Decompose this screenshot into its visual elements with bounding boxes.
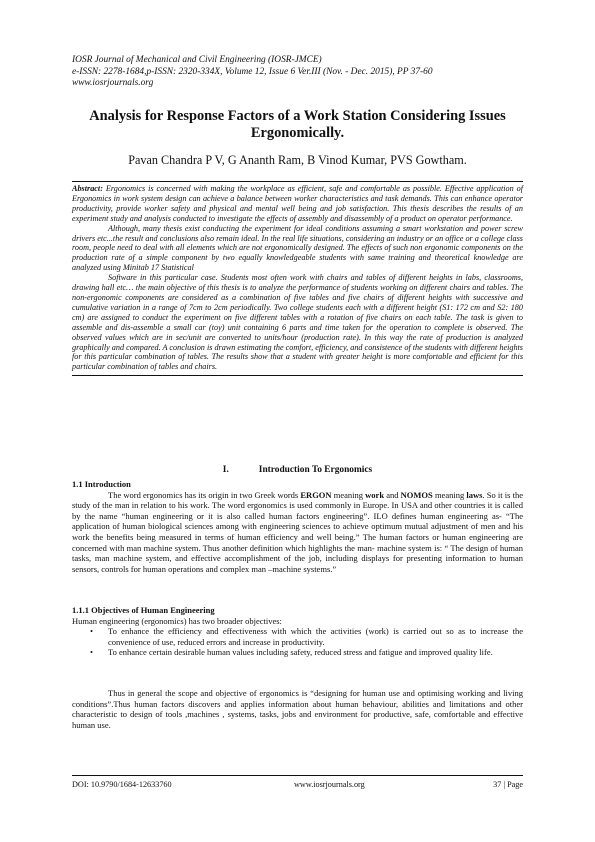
objectives-block (72, 605, 523, 658)
intro-text-d: meaning (432, 489, 467, 500)
abstract-text-1: Ergonomics is concerned with making the workplace as efficient, safe and comfortable as possible. Effective application of Ergonomics in work system design can achieve a balance between worker characteristics and task demands. This can enhance operator productivity, provide worker safety and physical and mental well being and job satisfaction. This thesis describes the results of an experiment study and analysis conducted to investigate the effects of assembly and disassembly of a product on operator performance. (72, 184, 524, 223)
intro-text-e: . So it is the study of the man in relation to his work. The word ergonomics is used commonly in Europe. In USA and other countries it is called by the name “human engineering or it is also called human factors engineering”. ILO defines human engineering as- “The application of human biological sciences among with engineering sciences to achieve optimum mutual adjustment of men and his work the benefits being measured in terms of human efficiency and well being.” The human factors or human engineering are concerned with man machine system. Thus another definition which highlights the man- machine system is: “ The design of human tasks, man machine system, and effective accomplishment of the job, including displays for presenting information to human sensors, controls for human operations and complex man –machine systems.” (72, 489, 523, 574)
term-ergon: ERGON (300, 489, 332, 500)
abstract-label: Abstract: (72, 184, 103, 193)
objectives-intro: Human engineering (ergonomics) has two broader objectives: (72, 615, 282, 626)
footer-website: www.iosrjournals.org (294, 780, 365, 789)
term-work: work (365, 489, 385, 500)
objective-item (72, 626, 523, 647)
page-footer (72, 775, 523, 789)
intro-text-c: and (384, 489, 401, 500)
abstract-box (72, 181, 523, 376)
intro-text-a: The word ergonomics has its origin in two Greek words (108, 489, 301, 500)
footer-doi: DOI: 10.9790/1684-12633760 (72, 780, 172, 789)
scope-paragraph: Thus in general the scope and objective of ergonomics is “designing for human use and optimising working and living conditions”.Thus human factors discovers and applies information about human behaviour, abilities and limitations and other characteristic to design of tools ,machines , systems, tasks, jobs and environment for productive, safe, comfortable and effective human use. (72, 688, 523, 730)
section-number: I. (222, 465, 229, 475)
abstract-paragraph-3: Software in this particular case. Students most often work with chairs and tables of different heights in labs, classrooms, drawing hall etc… the main objective of this thesis is to analyze the performance of students working on different chairs and tables. The non-ergonomic components are considered as a combination of five tables and five chairs of different heights with successive and cumulative variation in a range of 7cm to 2cm periodically. Two college students each with a different height (S1: 172 cm and S2: 180 cm) are assigned to conduct the experiment on five different tables with a rotation of five chairs on each table. The task is given to assemble and dis-assemble a small car (toy) unit containing 6 parts and time taken for the operation to complete is observed. The observed values which are in sec/unit are converted to units/hour (production rate). In this way the rate of production is analyzed graphically and compared. A conclusion is drawn estimating the comfort, efficiency, and consistence of the students with different heights for this particular combination of tables. The results show that a student with greater height is more comfortable and efficient for this particular combination of tables and chairs. (72, 273, 523, 372)
subsection-heading-1-1-1: 1.1.1 Objectives of Human Engineering (72, 605, 215, 615)
objective-text: To enhance certain desirable human values including safety, reduced stress and fatigue and improved quality life. (108, 647, 493, 658)
objective-text: To enhance the efficiency and effectiveness with which the activities (work) is carried out so as to increase the convenience of use, reduced errors and increase in productivity. (108, 626, 523, 647)
paper-authors: Pavan Chandra P V, G Ananth Ram, B Vinod Kumar, PVS Gowtham. (128, 153, 467, 167)
objective-item (72, 647, 523, 658)
term-nomos: NOMOS (400, 489, 433, 500)
intro-paragraph (72, 490, 523, 575)
footer-page-number: 37 | Page (493, 780, 523, 789)
abstract-paragraph-1 (72, 184, 523, 224)
abstract-paragraph-2: Although, many thesis exist conducting the experiment for ideal conditions assuming a smart workstation and power screw drivers etc...the result and conclusions also remain ideal. In the real life situations, considering an industry or an office or a college class room, people need to deal with all elements which are not ergonomically designed. The effects of such non ergonomic components on the production rate of a simple component by two equally knowledgeable students with same training and theoretical knowledge are analyzed using Minitab 17 Statistical (72, 223, 523, 273)
journal-header (72, 55, 532, 90)
section-heading (72, 465, 523, 476)
intro-text-b: meaning (331, 489, 366, 500)
bullet-icon: • (90, 647, 93, 658)
paper-title: Analysis for Response Factors of a Work Station Considering Issues Ergonomically. (89, 108, 506, 141)
journal-name: IOSR Journal of Mechanical and Civil Engineering (IOSR-JMCE) (72, 55, 322, 65)
bullet-icon: • (90, 626, 93, 637)
intro-block (72, 479, 523, 574)
journal-website: www.iosrjournals.org (72, 78, 154, 89)
section-title: Introduction To Ergonomics (258, 465, 373, 475)
journal-issn: e-ISSN: 2278-1684,p-ISSN: 2320-334X, Volume 12, Issue 6 Ver.III (Nov. - Dec. 2015), PP 37-60 (72, 66, 433, 77)
subsection-heading-1-1: 1.1 Introduction (72, 479, 131, 489)
objectives-list (72, 626, 523, 658)
term-laws: laws (466, 489, 483, 500)
scope-block (72, 688, 523, 730)
